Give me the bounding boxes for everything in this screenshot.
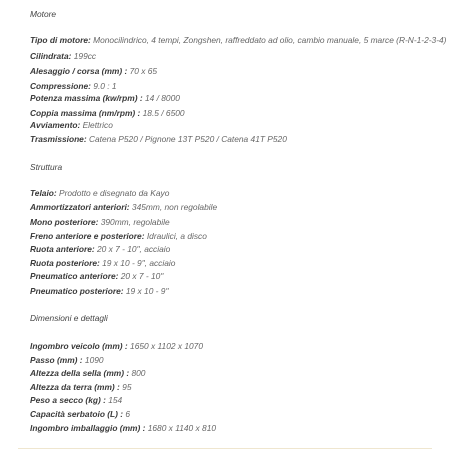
spec-value: 95 xyxy=(122,382,132,392)
spec-row xyxy=(30,244,170,255)
spec-label: Telaio: xyxy=(30,188,57,198)
spec-row xyxy=(30,134,287,145)
spec-label: Coppia massima (nm/rpm) : xyxy=(30,108,141,118)
spec-label: Tipo di motore: xyxy=(30,35,91,45)
spec-value: 1650 x 1102 x 1070 xyxy=(130,341,203,351)
spec-row xyxy=(30,51,96,62)
spec-row xyxy=(30,382,131,393)
spec-row xyxy=(30,81,117,92)
section-title-dimensioni: Dimensioni e dettagli xyxy=(30,313,108,323)
spec-value: Idraulici, a disco xyxy=(146,231,207,241)
spec-value: Prodotto e disegnato da Kayo xyxy=(59,188,170,198)
spec-label: Potenza massima (kw/rpm) : xyxy=(30,93,143,103)
spec-value: Catena P520 / Pignone 13T P520 / Catena 41T P520 xyxy=(88,134,287,144)
spec-value: 19 x 10 - 9" xyxy=(125,286,169,296)
spec-value: 1680 x 1140 x 810 xyxy=(147,423,217,433)
spec-value: 154 xyxy=(108,395,123,405)
spec-label: Pneumatico posteriore: xyxy=(30,286,124,296)
section-title-motore: Motore xyxy=(30,9,57,19)
spec-value: 70 x 65 xyxy=(129,66,158,76)
spec-label: Compressione: xyxy=(30,81,91,91)
spec-label: Capacità serbatoio (L) : xyxy=(30,409,124,419)
spec-label: Alesaggio / corsa (mm) : xyxy=(30,66,128,76)
spec-label: Ruota anteriore: xyxy=(30,244,95,254)
spec-row xyxy=(30,188,169,199)
spec-value: 1090 xyxy=(84,355,104,365)
spec-value: Monocilindrico, 4 tempi, Zongshen, raffreddato ad olio, cambio manuale, 5 marce (R-N-1-2-3-4) xyxy=(93,35,447,45)
spec-value: Elettrico xyxy=(82,120,113,130)
spec-value: 20 x 7 - 10" xyxy=(120,271,164,281)
spec-row xyxy=(30,258,175,269)
spec-row xyxy=(30,355,104,366)
spec-value: 14 / 8000 xyxy=(144,93,180,103)
spec-row xyxy=(30,217,170,228)
spec-label: Avviamento: xyxy=(30,120,81,130)
spec-row xyxy=(30,409,130,420)
spec-row xyxy=(30,35,446,46)
spec-label: Ammortizzatori anteriori: xyxy=(30,202,130,212)
spec-label: Peso a secco (kg) : xyxy=(30,395,106,405)
spec-label: Cilindrata: xyxy=(30,51,72,61)
spec-value: 199cc xyxy=(73,51,97,61)
spec-value: 20 x 7 - 10", acciaio xyxy=(97,244,171,254)
spec-row xyxy=(30,423,216,434)
section-title-struttura: Struttura xyxy=(30,162,63,172)
spec-label: Passo (mm) : xyxy=(30,355,83,365)
spec-value: 800 xyxy=(131,368,146,378)
spec-label: Trasmissione: xyxy=(30,134,87,144)
spec-label: Ingombro imballaggio (mm) : xyxy=(30,423,146,433)
spec-row xyxy=(30,108,185,119)
spec-label: Ingombro veicolo (mm) : xyxy=(30,341,128,351)
spec-label: Freno anteriore e posteriore: xyxy=(30,231,145,241)
spec-value: 345mm, non regolabile xyxy=(131,202,218,212)
spec-label: Ruota posteriore: xyxy=(30,258,100,268)
spec-row xyxy=(30,202,217,213)
spec-row xyxy=(30,120,113,131)
spec-row xyxy=(30,66,157,77)
spec-row xyxy=(30,395,122,406)
spec-row xyxy=(30,271,163,282)
spec-label: Altezza della sella (mm) : xyxy=(30,368,130,378)
spec-value: 19 x 10 - 9", acciaio xyxy=(102,258,176,268)
spec-value: 390mm, regolabile xyxy=(100,217,170,227)
spec-label: Pneumatico anteriore: xyxy=(30,271,119,281)
spec-value: 18.5 / 6500 xyxy=(142,108,185,118)
spec-label: Altezza da terra (mm) : xyxy=(30,382,120,392)
spec-label: Mono posteriore: xyxy=(30,217,99,227)
spec-row xyxy=(30,368,145,379)
spec-row xyxy=(30,93,180,104)
spec-row xyxy=(30,341,203,352)
spec-value: 9.0 : 1 xyxy=(93,81,117,91)
spec-value: 6 xyxy=(125,409,131,419)
spec-row xyxy=(30,231,207,242)
bottom-divider xyxy=(18,448,432,449)
spec-row xyxy=(30,286,168,297)
